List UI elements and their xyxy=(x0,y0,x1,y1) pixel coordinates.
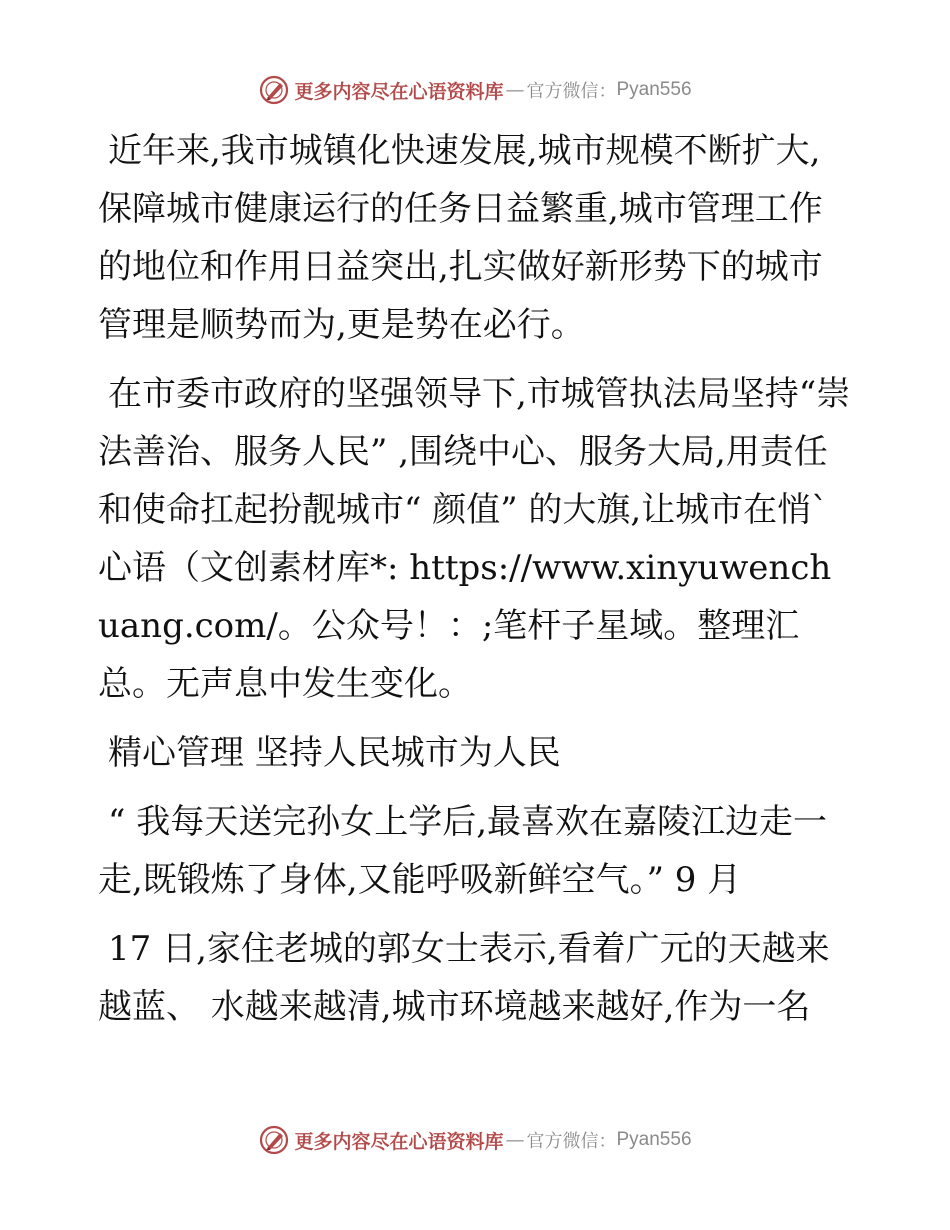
document-body xyxy=(98,122,853,1047)
footer-brand-text: 更多内容尽在心语资料库 xyxy=(294,1130,504,1153)
footer-wechat-id: Pyan556 xyxy=(616,1129,692,1150)
header-brand-text: 更多内容尽在心语资料库 xyxy=(294,80,504,103)
paragraph-3: 精心管理 坚持人民城市为人民 xyxy=(108,733,561,773)
header-official-label: 官方微信： xyxy=(526,81,617,102)
paragraph-2: 在市委市政府的坚强领导下,市城管执法局坚持“崇法善治、服务人民” ,围绕中心、服务大局,用责任和使命扛起扮靓城市“ 颜值” 的大旗,让城市在悄`心语（文创素材库*: https://www.xinyuwenchuang.com/。公众号！：;笔杆子星域。整理汇总。无声息中发生变化。 xyxy=(98,374,851,704)
footer-separator: — xyxy=(505,1129,525,1151)
pen-nib-seal-icon xyxy=(258,74,290,106)
paragraph-4: “ 我每天送完孙女上学后,最喜欢在嘉陵江边走一走,既锻炼了身体,又能呼吸新鲜空气。” 9 月 xyxy=(98,802,827,900)
footer-banner xyxy=(0,1120,950,1160)
paragraph-1: 近年来,我市城镇化快速发展,城市规模不断扩大,保障城市健康运行的任务日益繁重,城市管理工作的地位和作用日益突出,扎实做好新形势下的城市管理是顺势而为,更是势在必行。 xyxy=(98,131,823,345)
header-wechat-id: Pyan556 xyxy=(616,79,692,100)
pen-nib-seal-icon xyxy=(258,1124,290,1156)
footer-official-label: 官方微信： xyxy=(526,1131,617,1152)
paragraph-5: 17 日,家住老城的郭女士表示,看着广元的天越来越蓝、 水越来越清,城市环境越来越好,作为一名 xyxy=(98,929,830,1027)
header-banner xyxy=(0,70,950,110)
header-separator: — xyxy=(505,79,525,101)
